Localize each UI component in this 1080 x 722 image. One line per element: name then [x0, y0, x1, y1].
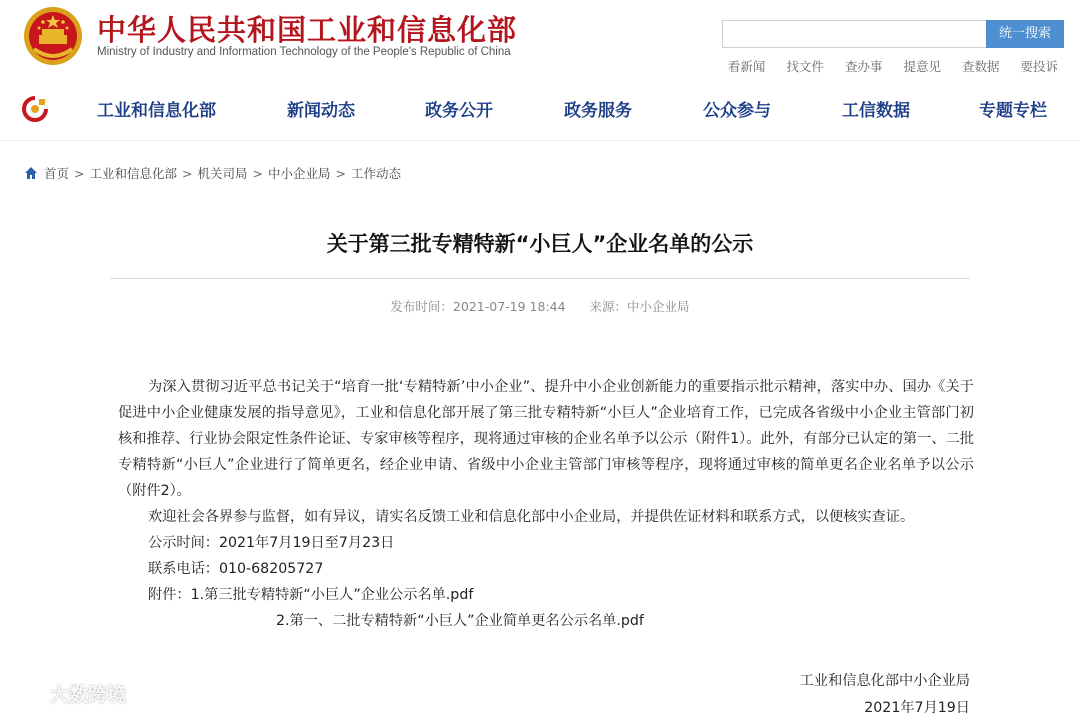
divider [0, 140, 1080, 141]
watermark-logo-icon [8, 684, 44, 704]
publish-time: 发布时间：2021-07-19 18:44 [390, 299, 566, 314]
breadcrumb-separator: > [182, 165, 193, 181]
nav-item-news[interactable]: 新闻动态 [287, 101, 355, 121]
nav-item-gov-affairs[interactable]: 政务公开 [425, 101, 493, 121]
paragraph-main: 为深入贯彻习近平总书记关于“培育一批‘专精特新’中小企业”、提升中小企业创新能力的重要指示批示精神，落实中办、国办《关于促进中小企业健康发展的指导意见》，工业和信息化部开展了第三批专精特新“小巨人”企业培育工作，已完成各省级中小企业主管部门初核和推荐、行业协会限定性条件论证、专家审核等程序，现将通过审核的企业名单予以公示（附件1）。此外，有部分已认定的第一、二批专精特新“小巨人”企业进行了简单更名，经企业申请、省级中小企业主管部门审核等程序，现将通过审核的简单更名企业名单予以公示（附件2）。 [118, 379, 974, 499]
attachment-1-link[interactable]: 附件：1.第三批专精特新“小巨人”企业公示名单.pdf [148, 587, 474, 603]
breadcrumb-separator: > [335, 165, 346, 181]
quick-link-news[interactable]: 看新闻 [727, 59, 766, 74]
attachment-2-link[interactable]: 2.第一、二批专精特新“小巨人”企业简单更名公示名单.pdf [276, 613, 644, 629]
title-divider [110, 278, 970, 279]
search-button[interactable]: 统一搜索 [986, 20, 1064, 48]
site-subtitle: Ministry of Industry and Information Technology of the People's Republic of China [97, 46, 511, 58]
search-input[interactable] [723, 21, 987, 47]
article-body [118, 374, 974, 634]
article-title: 关于第三批专精特新“小巨人”企业名单的公示 [326, 232, 754, 256]
sign-date: 2021年7月19日 [864, 700, 970, 716]
paragraph-supervision: 欢迎社会各界参与监督，如有异议，请实名反馈工业和信息化部中小企业局，并提供佐证材料和联系方式，以便核实查证。 [148, 509, 915, 525]
quick-link-complaint[interactable]: 要投诉 [1020, 59, 1058, 74]
notice-period: 公示时间：2021年7月19日至7月23日 [148, 535, 395, 551]
home-icon [24, 166, 38, 180]
nav-item-public[interactable]: 公众参与 [703, 101, 771, 121]
breadcrumb [24, 164, 401, 182]
breadcrumb-separator: > [74, 165, 85, 181]
signature-block [800, 668, 970, 722]
breadcrumb-separator: > [252, 165, 263, 181]
quick-links [707, 57, 1058, 75]
search-field[interactable] [722, 20, 987, 48]
watermark [8, 680, 126, 707]
quick-link-data[interactable]: 查数据 [961, 59, 1000, 74]
contact-phone: 联系电话：010-68205727 [148, 561, 324, 577]
breadcrumb-home[interactable]: 首页 [44, 166, 70, 181]
quick-link-services[interactable]: 查办事 [844, 59, 883, 74]
article-meta [0, 297, 1080, 315]
quick-link-files[interactable]: 找文件 [786, 59, 824, 74]
watermark-text: 大数跨境 [50, 684, 127, 706]
breadcrumb-departments[interactable]: 机关司局 [197, 166, 248, 181]
site-title: 中华人民共和国工业和信息化部 [97, 13, 518, 47]
breadcrumb-ministry[interactable]: 工业和信息化部 [89, 166, 178, 181]
breadcrumb-sme-bureau[interactable]: 中小企业局 [268, 166, 331, 181]
nav-item-ministry[interactable]: 工业和信息化部 [97, 101, 216, 121]
signer: 工业和信息化部中小企业局 [799, 673, 970, 689]
article-source: 来源：中小企业局 [589, 299, 690, 314]
national-emblem-icon [22, 5, 84, 67]
nav-item-topics[interactable]: 专题专栏 [979, 101, 1047, 121]
nav-item-gov-services[interactable]: 政务服务 [564, 101, 632, 121]
nav-item-data[interactable]: 工信数据 [842, 101, 910, 121]
breadcrumb-work-news[interactable]: 工作动态 [351, 166, 402, 181]
quick-link-feedback[interactable]: 提意见 [903, 59, 941, 74]
main-nav [0, 96, 1080, 124]
